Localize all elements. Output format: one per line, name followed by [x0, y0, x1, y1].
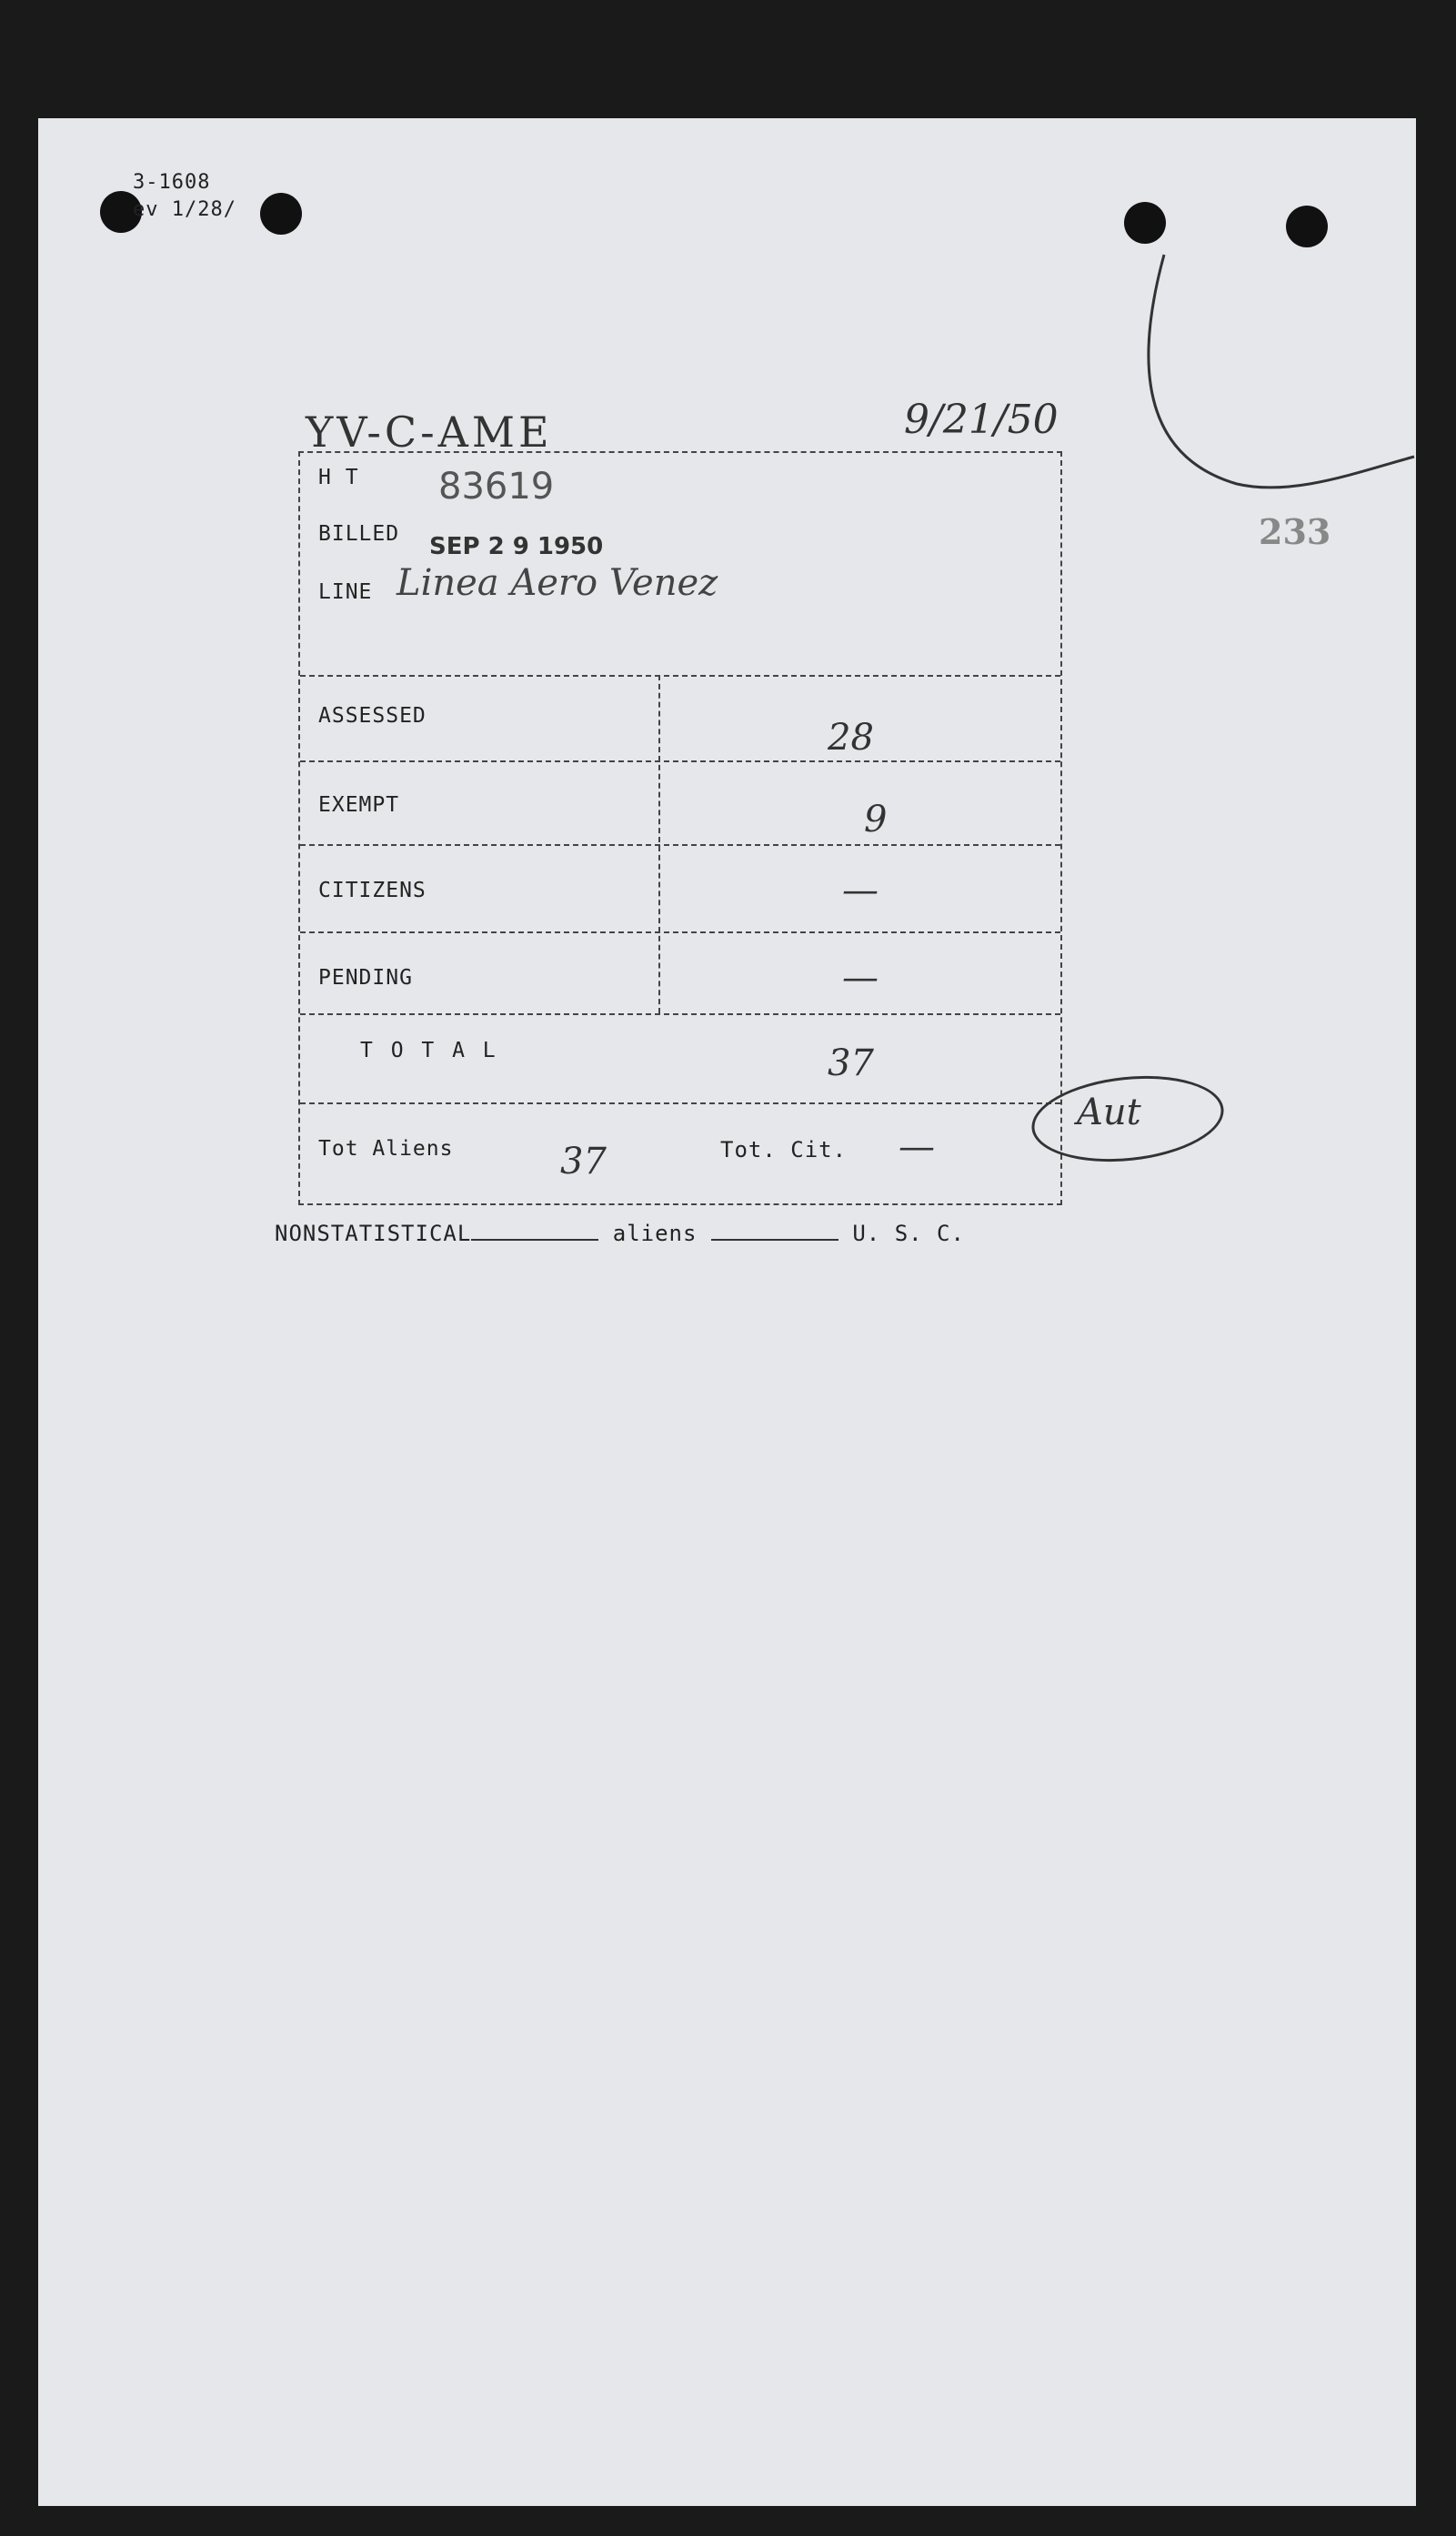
billed-stamp: SEP 2 9 1950 — [429, 533, 604, 560]
line-value: Linea Aero Venez — [397, 562, 718, 604]
nonstatistical-label: NONSTATISTICAL — [275, 1221, 472, 1246]
aliens-label: aliens — [612, 1221, 698, 1246]
total-label: T O T A L — [360, 1039, 498, 1062]
punch-hole-right-1 — [1124, 202, 1166, 244]
form-number-line2: ev 1/28/ — [133, 198, 236, 221]
divider — [300, 675, 1060, 677]
form-number-line1: 3-1608 — [133, 171, 211, 194]
divider — [300, 1102, 1060, 1104]
divider — [300, 1013, 1060, 1015]
tot-cit-label: Tot. Cit. — [720, 1137, 848, 1162]
tot-aliens-value: 37 — [560, 1141, 607, 1182]
count-value-citizens: — — [842, 870, 879, 911]
count-value-assessed: 28 — [828, 717, 874, 759]
punch-hole-right-2 — [1286, 206, 1328, 247]
punch-hole-left-2 — [260, 193, 302, 235]
total-value: 37 — [828, 1042, 874, 1084]
tot-aliens-label: Tot Aliens — [318, 1137, 454, 1161]
page-number: 233 — [1259, 511, 1331, 552]
form-number — [133, 169, 236, 224]
initials: Aut — [1077, 1092, 1141, 1133]
vessel-code: YV-C-AME — [306, 408, 553, 457]
blank-line — [711, 1239, 838, 1241]
ht-label: H T — [318, 466, 359, 489]
divider — [300, 931, 1060, 933]
count-value-pending: — — [842, 957, 879, 999]
blank-line — [471, 1239, 598, 1241]
handwritten-curve — [1128, 246, 1419, 500]
nonstatistical-line — [275, 1221, 965, 1246]
ht-number: 83619 — [438, 466, 555, 508]
tally-box — [298, 451, 1062, 1205]
tot-cit-value: — — [899, 1126, 935, 1168]
divider — [300, 760, 1060, 762]
count-label-exempt: EXEMPT — [318, 793, 400, 817]
divider — [300, 844, 1060, 846]
billed-label: BILLED — [318, 522, 400, 546]
count-label-pending: PENDING — [318, 966, 413, 990]
count-label-assessed: ASSESSED — [318, 704, 427, 728]
count-label-citizens: CITIZENS — [318, 879, 427, 902]
line-label: LINE — [318, 580, 373, 604]
count-value-exempt: 9 — [864, 799, 888, 840]
handwritten-date: 9/21/50 — [904, 397, 1059, 443]
usc-label: U. S. C. — [852, 1221, 965, 1246]
